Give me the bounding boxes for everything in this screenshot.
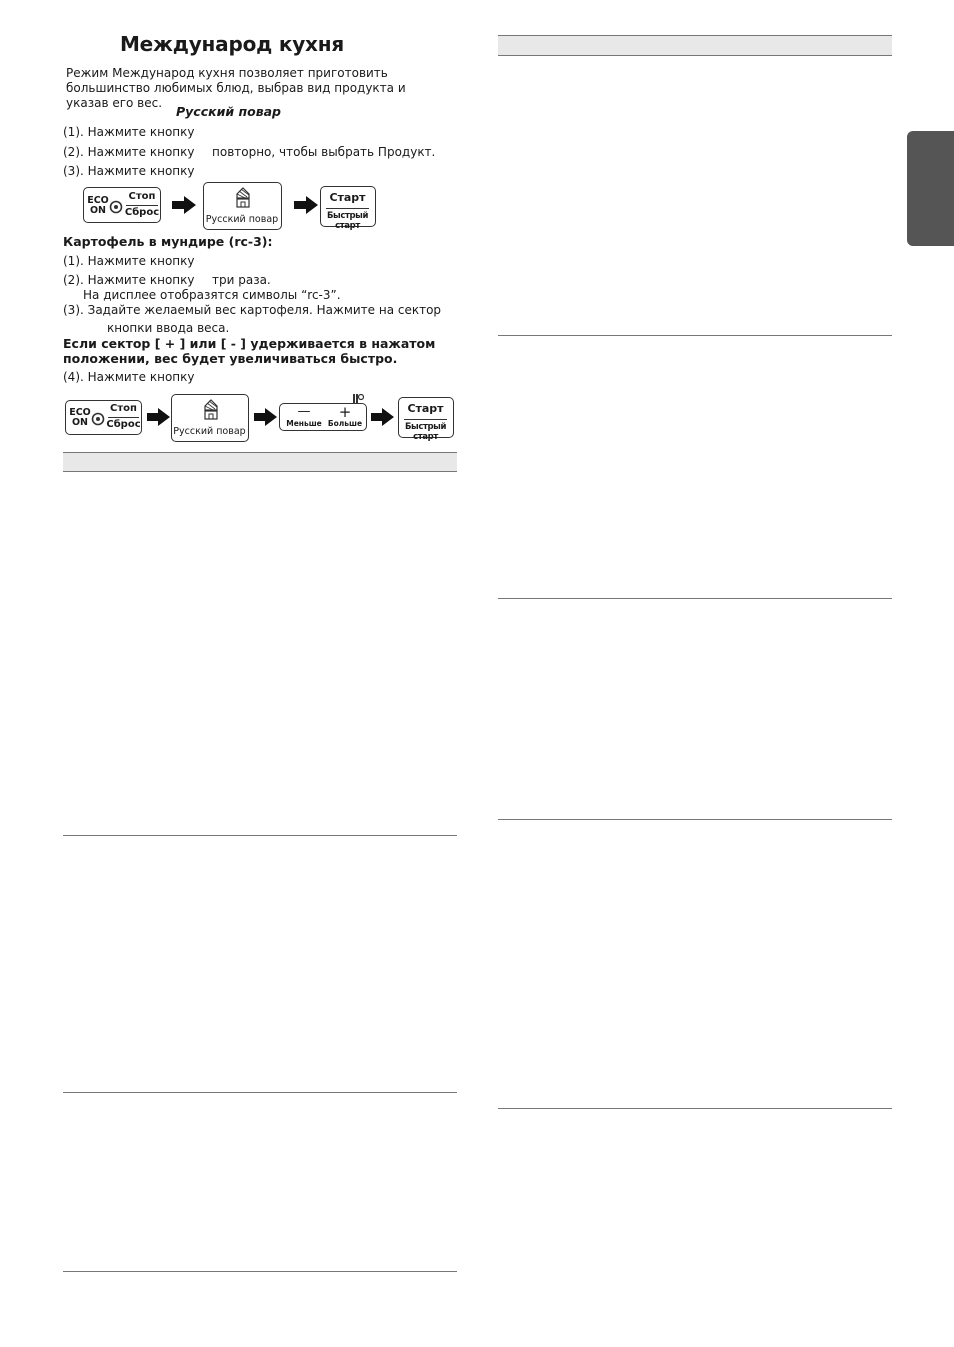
on-label: ON (71, 417, 89, 428)
more-label: Больше (327, 419, 363, 428)
subtitle: Русский повар (176, 104, 281, 119)
right-row-divider (498, 1108, 892, 1109)
eco-leaf-icon (91, 412, 105, 426)
reset-label: Сброс (106, 419, 141, 430)
s2-step3: (3). Задайте желаемый вес картофеля. Нажмите на сектор (63, 303, 442, 317)
right-arrow-icon (294, 196, 318, 214)
left-table-header (63, 452, 457, 472)
start-label: Старт (407, 402, 444, 415)
left-row-divider (63, 1092, 457, 1093)
s2-step2-display: На дисплее отобразятся символы “rc-3”. (83, 288, 341, 302)
s1-step1: (1). Нажмите кнопку (63, 125, 195, 139)
s2-note: Если сектор [ + ] или [ - ] удерживается в нажатом положении, вес будет увеличиваться быстро. (63, 336, 436, 366)
left-row-divider (63, 1271, 457, 1272)
stop-label: Стоп (110, 403, 137, 414)
quick-start-label: Быстрый старт (404, 422, 447, 442)
divider (126, 205, 158, 206)
right-arrow-icon (371, 408, 394, 426)
eco-stop-button (65, 400, 142, 435)
start-label: Старт (329, 191, 366, 204)
reset-label: Сброс (124, 207, 160, 218)
right-arrow-icon (147, 408, 170, 426)
plus-sign: + (338, 403, 352, 421)
right-arrow-icon (172, 196, 196, 214)
s1-step3: (3). Нажмите кнопку (63, 164, 195, 178)
weight-button (279, 403, 367, 431)
russian-chef-button (171, 394, 249, 442)
s1-step2-cont: повторно, чтобы выбрать Продукт. (212, 145, 436, 159)
right-row-divider (498, 819, 892, 820)
eco-label: ECO (69, 407, 91, 418)
russian-chef-button (203, 182, 282, 230)
russian-chef-icon (201, 399, 221, 421)
s2-step2-cont: три раза. (212, 273, 271, 287)
right-table-header (498, 35, 892, 56)
s2-step2: (2). Нажмите кнопку (63, 273, 195, 287)
s2-step4: (4). Нажмите кнопку (63, 370, 195, 384)
eco-leaf-icon (109, 200, 123, 214)
divider (108, 417, 139, 418)
s2-step3-cont: кнопки ввода веса. (107, 321, 230, 335)
russian-chef-label: Русский повар (173, 426, 246, 437)
right-row-divider (498, 335, 892, 336)
start-button (398, 397, 454, 442)
divider (326, 208, 369, 209)
stop-label: Стоп (128, 191, 156, 202)
eco-label: ECO (87, 195, 109, 206)
on-label: ON (89, 205, 107, 216)
russian-chef-label: Русский повар (205, 214, 279, 225)
minus-sign: — (297, 404, 311, 419)
s1-step2: (2). Нажмите кнопку (63, 145, 195, 159)
start-button (320, 186, 376, 231)
left-row-divider (63, 835, 457, 836)
page-title: Международ кухня (119, 32, 345, 56)
less-label: Меньше (286, 419, 322, 428)
s2-step1: (1). Нажмите кнопку (63, 254, 195, 268)
russian-chef-icon (233, 187, 253, 209)
s2-heading: Картофель в мундире (rc-3): (63, 234, 273, 249)
side-tab-marker (907, 131, 954, 246)
divider (404, 419, 447, 420)
right-arrow-icon (254, 408, 277, 426)
right-row-divider (498, 598, 892, 599)
intro-text: Режим Международ кухня позволяет приготовить большинство любимых блюд, выбрав вид продукта и указав его вес. (66, 66, 406, 110)
quick-start-label: Быстрый старт (326, 211, 369, 231)
eco-stop-button (83, 187, 161, 223)
